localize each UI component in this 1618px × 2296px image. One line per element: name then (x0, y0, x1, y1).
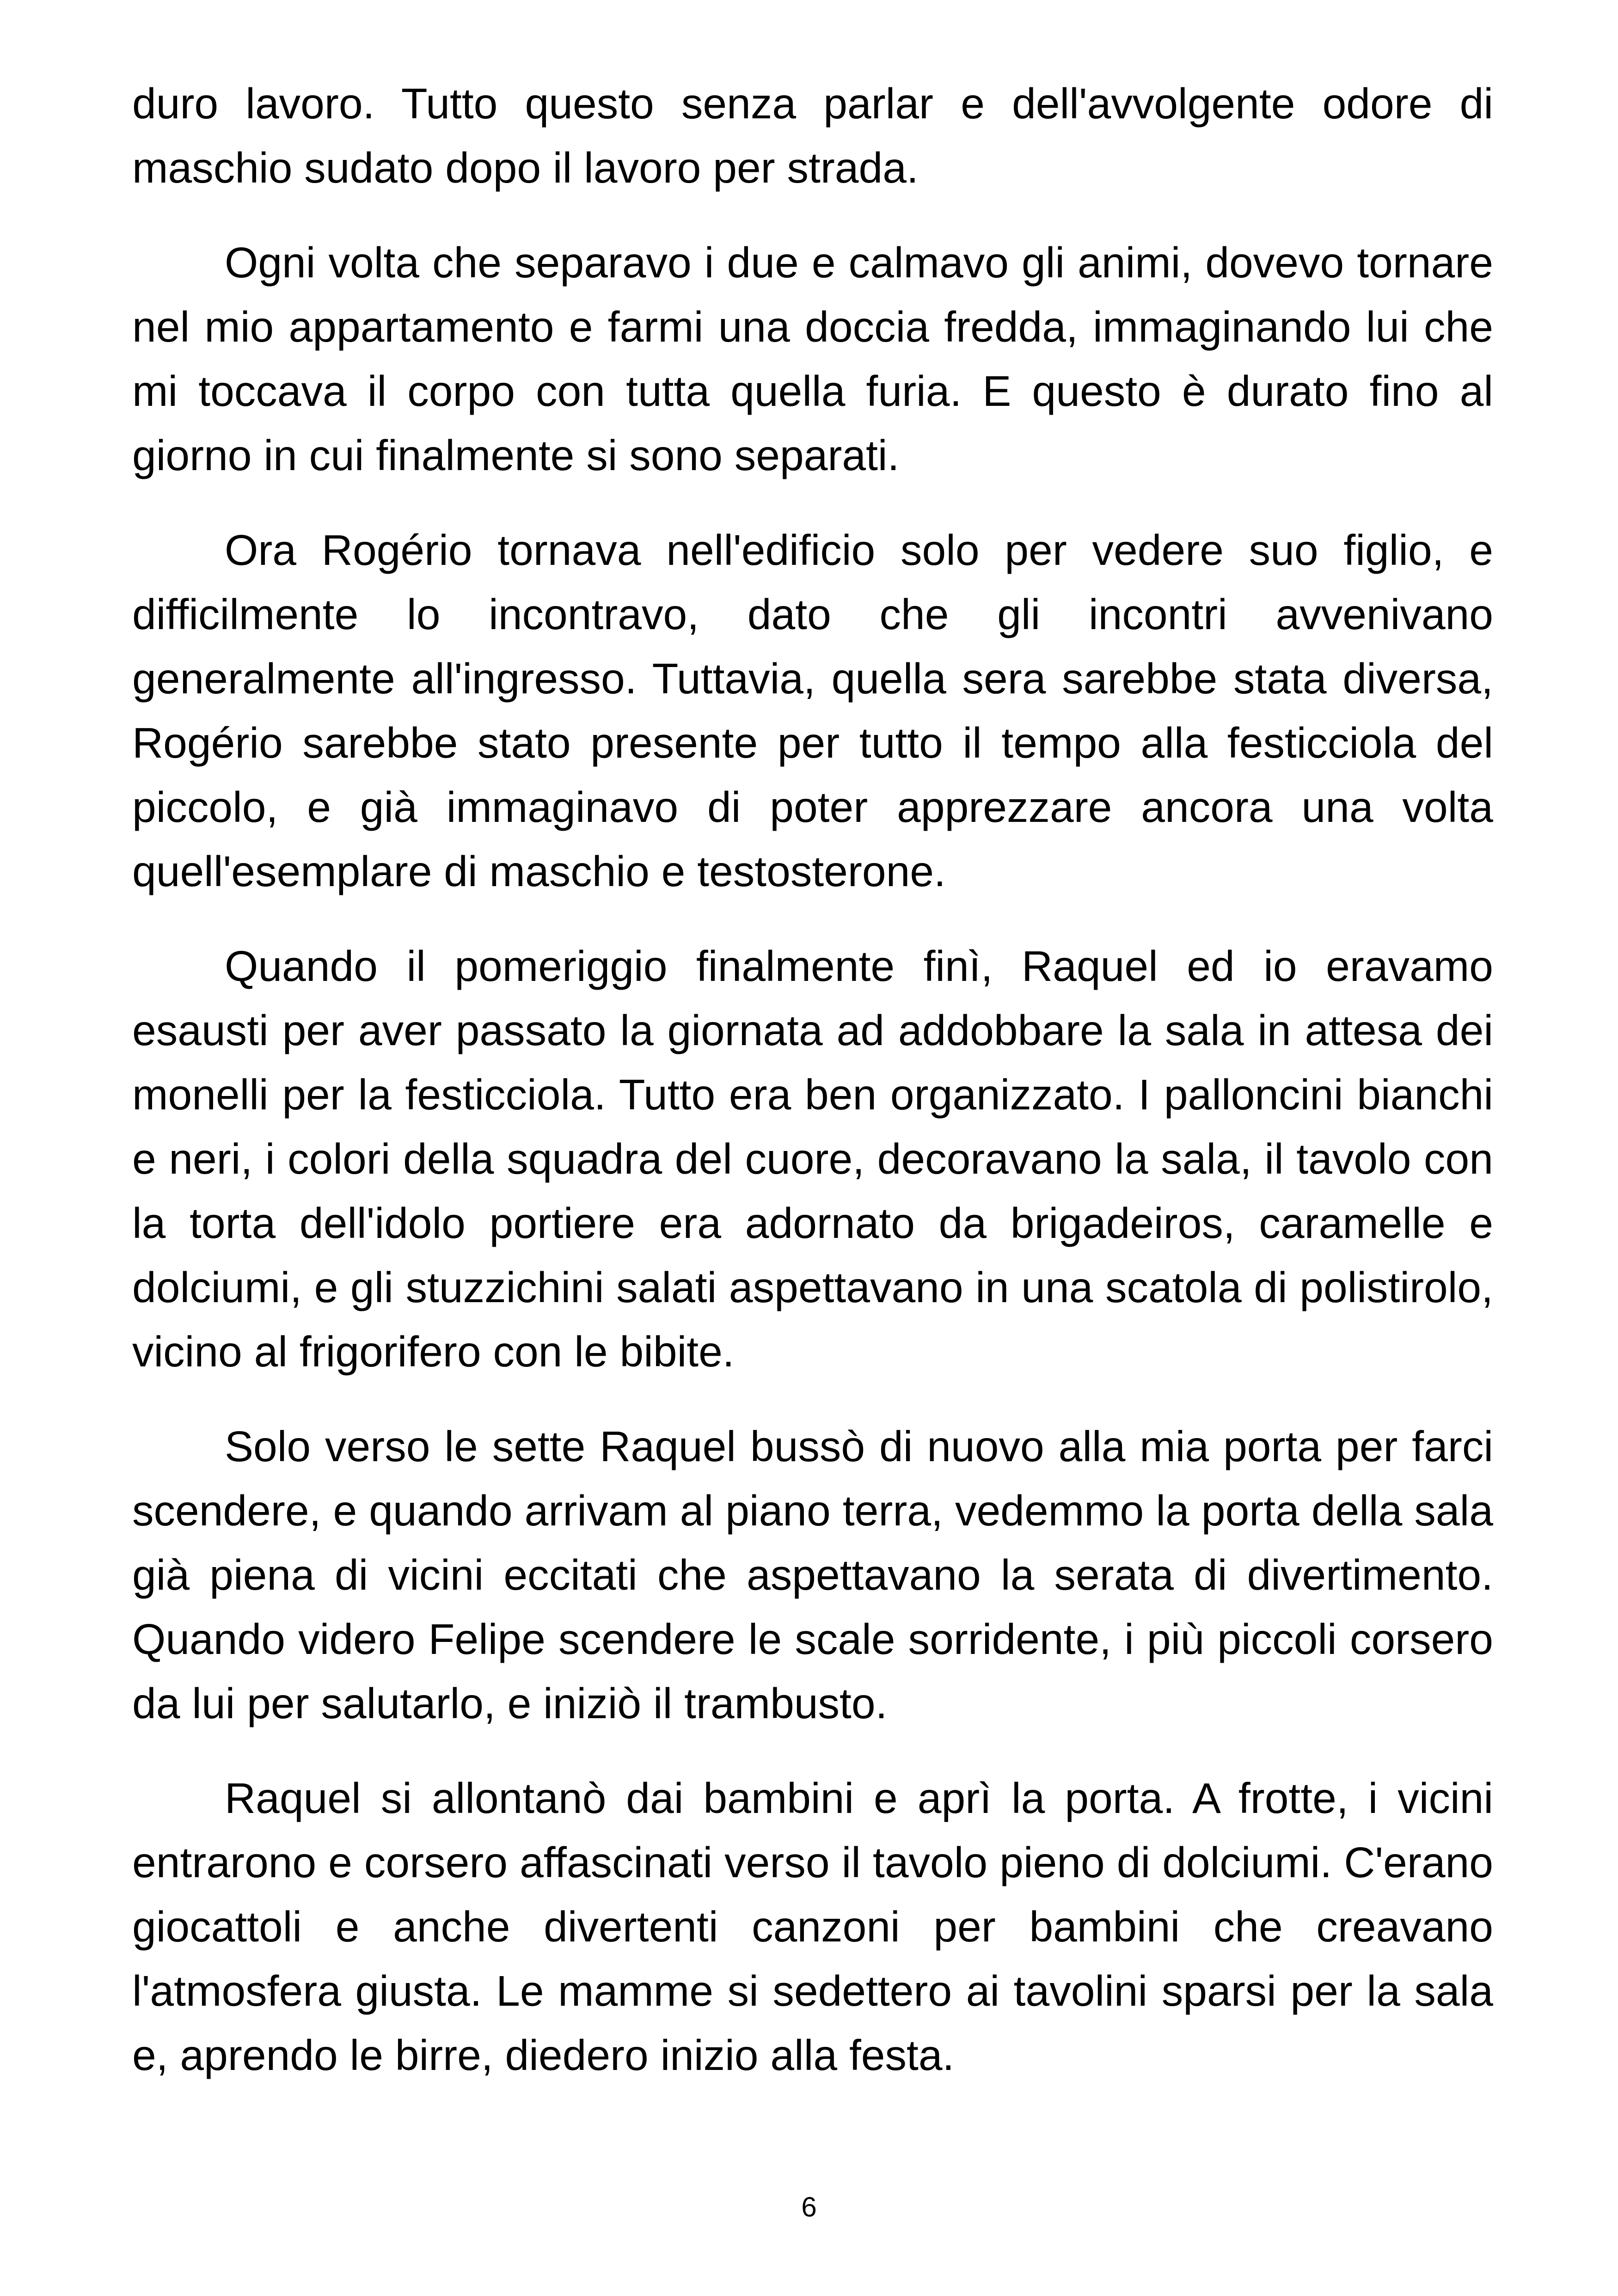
page-number: 6 (801, 2192, 817, 2223)
paragraph-5: Solo verso le sette Raquel bussò di nuovo alla mia porta per farci scendere, e quando arrivam al piano terra, vedemmo la porta della sala già piena di vicini eccitati che aspettavano la serata di divertimento. Quando videro Felipe scendere le scale sorridente, i più piccoli corsero da lui per salutarlo, e iniziò il trambusto. (132, 1422, 1493, 1727)
paragraph-3: Ora Rogério tornava nell'edificio solo per vedere suo figlio, e difficilmente lo incontravo, dato che gli incontri avvenivano generalmente all'ingresso. Tuttavia, quella sera sarebbe stata diversa, Rogério sarebbe stato presente per tutto il tempo alla festicciola del piccolo, e già immaginavo di poter apprezzare ancora una volta quell'esemplare di maschio e testosterone. (132, 526, 1493, 895)
paragraph-1: duro lavoro. Tutto questo senza parlar e dell'avvolgente odore di maschio sudato dopo il lavoro per strada. (132, 80, 1493, 192)
paragraph-4: Quando il pomeriggio finalmente finì, Raquel ed io eravamo esausti per aver passato la giornata ad addobbare la sala in attesa dei monelli per la festicciola. Tutto era ben organizzato. I palloncini bianchi e neri, i colori della squadra del cuore, decoravano la sala, il tavolo con la torta dell'idolo portiere era adornato da brigadeiros, caramelle e dolciumi, e gli stuzzichini salati aspettavano in una scatola di polistirolo, vicino al frigorifero con le bibite. (132, 942, 1493, 1376)
paragraph-2: Ogni volta che separavo i due e calmavo gli animi, dovevo tornare nel mio appartamento e farmi una doccia fredda, immaginando lui che mi toccava il corpo con tutta quella furia. E questo è durato fino al giorno in cui finalmente si sono separati. (132, 239, 1493, 479)
body-text (132, 72, 1493, 2118)
paragraph-6: Raquel si allontanò dai bambini e aprì la porta. A frotte, i vicini entrarono e corsero affascinati verso il tavolo pieno di dolciumi. C'erano giocattoli e anche divertenti canzoni per bambini che creavano l'atmosfera giusta. Le mamme si sedettero ai tavolini sparsi per la sala e, aprendo le birre, diedero inizio alla festa. (132, 1774, 1493, 2079)
